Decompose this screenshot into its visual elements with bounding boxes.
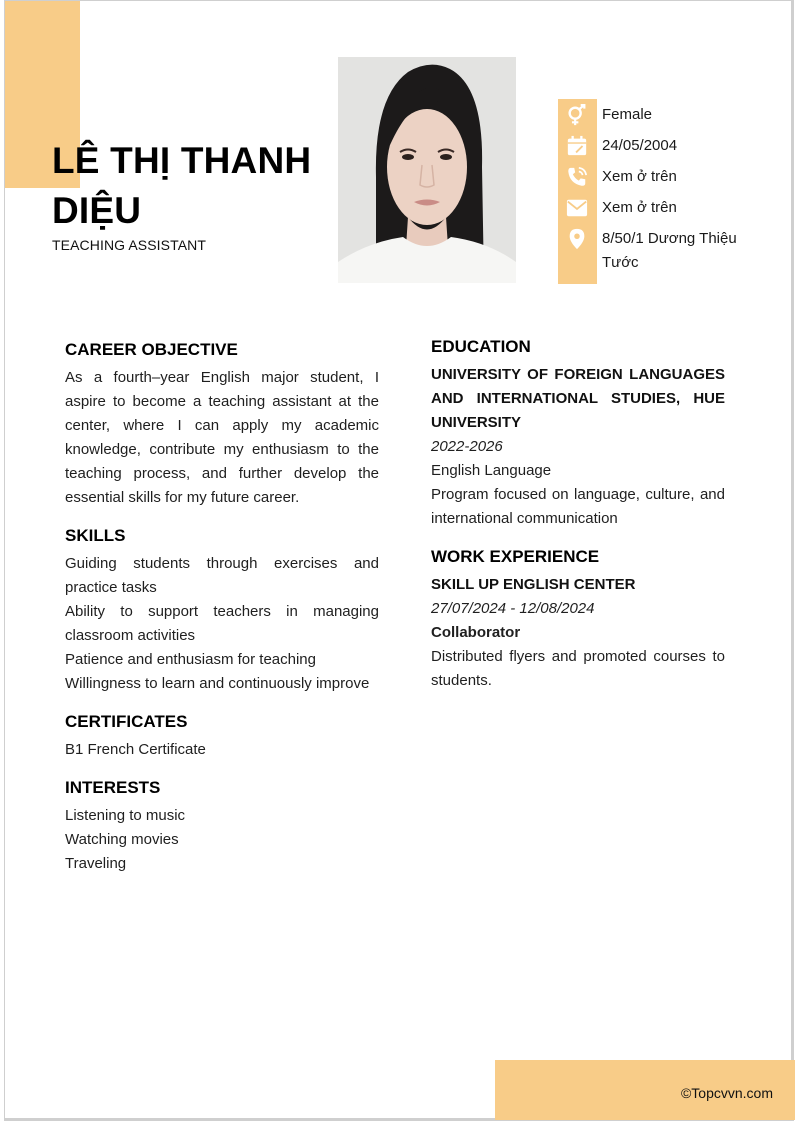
- skill-item: Patience and enthusiasm for teaching: [65, 651, 316, 668]
- phone-icon: [566, 166, 588, 188]
- calendar-icon: [566, 135, 588, 157]
- education-heading: EDUCATION: [431, 337, 531, 356]
- work-company: SKILL UP ENGLISH CENTER: [431, 576, 636, 593]
- gender-value: Female: [602, 106, 653, 123]
- work-experience-heading: WORK EXPERIENCE: [431, 547, 600, 566]
- career-objective-text: As a fourth–year English major student, I aspire to become a teaching assistant at the center, where I can apply my academic knowledge, contribute my enthusiasm to the teaching process, and further develop the essential skills for my future career.: [65, 369, 379, 506]
- profile-photo: [338, 57, 516, 283]
- address-value: 8/50/1 Dương Thiệu Tước: [602, 230, 737, 271]
- candidate-name: LÊ THỊ THANH DIỆU: [52, 140, 312, 231]
- interests-section: [65, 776, 379, 876]
- education-school: UNIVERSITY OF FOREIGN LANGUAGES AND INTERNATIONAL STUDIES, HUE UNIVERSITY: [431, 366, 725, 431]
- left-column: [65, 338, 379, 890]
- phone-value: Xem ở trên: [602, 168, 677, 185]
- birthdate-value: 24/05/2004: [602, 137, 678, 154]
- job-title: TEACHING ASSISTANT: [52, 237, 207, 253]
- interest-item: Listening to music: [65, 807, 186, 824]
- education-description: Program focused on language, culture, and international communication: [431, 486, 725, 527]
- work-experience-section: [431, 545, 725, 693]
- education-major: English Language: [431, 462, 552, 479]
- skill-item: Ability to support teachers in managing classroom activities: [65, 603, 379, 644]
- skill-item: Guiding students through exercises and practice tasks: [65, 555, 379, 596]
- skill-item: Willingness to learn and continuously improve: [65, 675, 370, 692]
- footer-bar: [495, 1060, 795, 1120]
- career-objective-section: [65, 338, 379, 510]
- interest-item: Watching movies: [65, 831, 179, 848]
- work-description: Distributed flyers and promoted courses to students.: [431, 648, 725, 689]
- footer-credit: ©Topcvvn.com: [680, 1085, 773, 1101]
- education-section: [431, 335, 725, 531]
- email-icon: [566, 197, 588, 219]
- certificates-heading: CERTIFICATES: [65, 712, 188, 731]
- work-role: Collaborator: [431, 624, 521, 641]
- education-period: 2022-2026: [431, 438, 503, 455]
- gender-icon: [566, 104, 588, 126]
- work-period: 27/07/2024 - 12/08/2024: [431, 600, 595, 617]
- career-objective-heading: CAREER OBJECTIVE: [65, 340, 238, 359]
- info-icon-strip: [558, 99, 597, 284]
- right-column: [431, 335, 725, 707]
- skills-heading: SKILLS: [65, 526, 126, 545]
- interests-heading: INTERESTS: [65, 778, 161, 797]
- certificates-section: [65, 710, 379, 762]
- certificate-item: B1 French Certificate: [65, 741, 206, 758]
- email-value: Xem ở trên: [602, 199, 677, 216]
- skills-section: [65, 524, 379, 696]
- location-pin-icon: [566, 228, 588, 250]
- interest-item: Traveling: [65, 855, 127, 872]
